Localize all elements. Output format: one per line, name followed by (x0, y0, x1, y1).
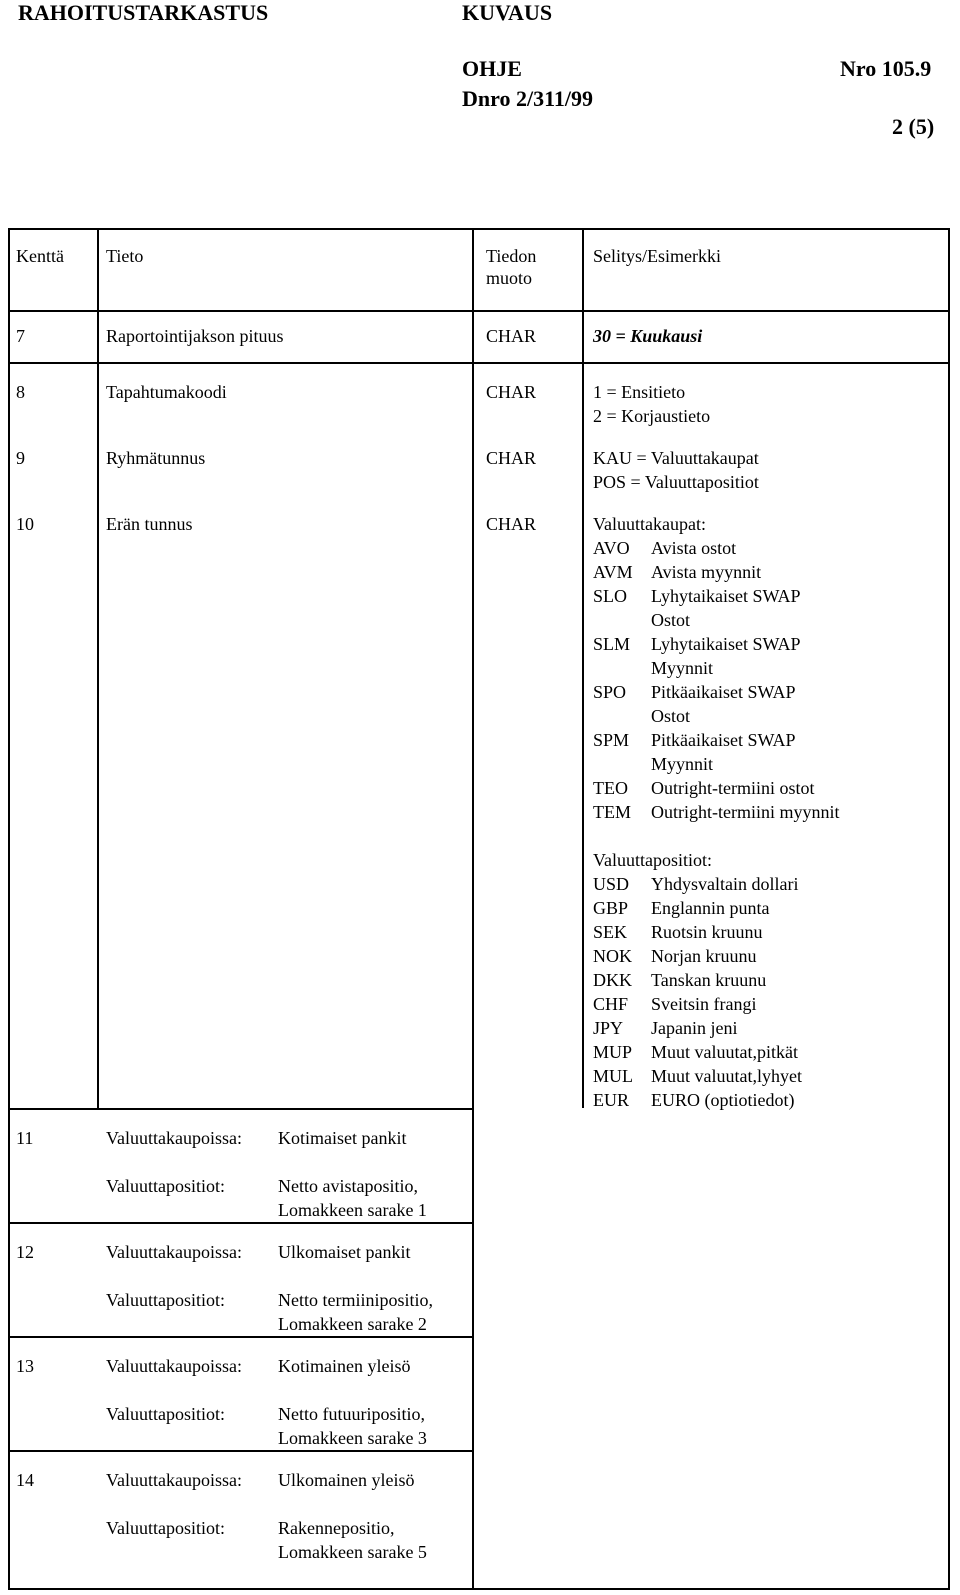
positiot-value-2: Lomakkeen sarake 3 (278, 1428, 427, 1448)
code-description: Muut valuutat,pitkät (651, 1042, 798, 1062)
row-divider-header (8, 310, 950, 312)
table-border-right (948, 228, 950, 1590)
row8-num: 8 (16, 382, 25, 402)
code-value: SPO (593, 682, 627, 702)
kaupat-value: Kotimainen yleisö (278, 1356, 411, 1376)
code-description: Norjan kruunu (651, 946, 757, 966)
code-value: DKK (593, 970, 632, 990)
kaupat-label: Valuuttakaupoissa: (106, 1470, 242, 1490)
code-list-item (593, 872, 798, 896)
code-description: Pitkäaikaiset SWAP (651, 682, 796, 702)
code-description: Tanskan kruunu (651, 970, 767, 990)
code-list-item (593, 728, 796, 752)
row7-muoto: CHAR (486, 326, 537, 346)
code-value: AVM (593, 562, 633, 582)
row-divider-12 (8, 1336, 474, 1338)
positiot-value-1: Netto termiinipositio, (278, 1290, 433, 1310)
code-value: GBP (593, 898, 629, 918)
code-list-item (593, 776, 815, 800)
row10-muoto: CHAR (486, 514, 537, 534)
positiot-value-2: Lomakkeen sarake 2 (278, 1314, 427, 1334)
kaupat-value: Ulkomaiset pankit (278, 1242, 411, 1262)
page-number: 2 (5) (892, 114, 935, 139)
code-value: TEM (593, 802, 631, 822)
kaupat-label: Valuuttakaupoissa: (106, 1356, 242, 1376)
row9-tieto: Ryhmätunnus (106, 448, 206, 468)
code-description: Lyhytaikaiset SWAP (651, 586, 801, 606)
code-value: MUP (593, 1042, 633, 1062)
positiot-label: Valuuttapositiot: (106, 1518, 225, 1538)
code-value: CHF (593, 994, 629, 1014)
code-list-item (593, 1016, 737, 1040)
row9-selitys-1: KAU = Valuuttakaupat (593, 448, 759, 468)
row-divider-13 (8, 1450, 474, 1452)
code-value: SPM (593, 730, 630, 750)
col-header-selitys: Selitys/Esimerkki (593, 246, 721, 266)
row8-selitys-1: 1 = Ensitieto (593, 382, 686, 402)
kaupat-value: Ulkomainen yleisö (278, 1470, 415, 1490)
code-list-item (593, 1040, 798, 1064)
code-list-item (593, 680, 796, 704)
doc-type: OHJE (462, 56, 522, 81)
code-list-item (593, 896, 769, 920)
code-description: Avista myynnit (651, 562, 762, 582)
row-num: 11 (16, 1128, 34, 1148)
data-table (8, 228, 960, 1590)
row7-selitys: 30 = Kuukausi (593, 326, 703, 346)
row-num: 14 (16, 1470, 34, 1490)
row-divider-7 (8, 362, 950, 364)
row-num: 12 (16, 1242, 34, 1262)
kaupat-value: Kotimaiset pankit (278, 1128, 407, 1148)
row-divider-10 (8, 1108, 474, 1110)
code-description: Avista ostot (651, 538, 737, 558)
kaupat-title: Valuuttakaupat: (593, 514, 706, 534)
row7-tieto: Raportointijakson pituus (106, 326, 284, 346)
code-list-item (593, 656, 713, 680)
code-description: EURO (optiotiedot) (651, 1090, 795, 1110)
row10-tieto: Erän tunnus (106, 514, 193, 534)
code-list-item (593, 944, 756, 968)
code-list-item (593, 632, 801, 656)
col-divider-1 (97, 228, 99, 1108)
code-value: USD (593, 874, 630, 894)
table-border-bottom (8, 1588, 950, 1590)
positiot-value-1: Netto futuuripositio, (278, 1404, 425, 1424)
col-header-muoto: muoto (486, 268, 533, 288)
positiot-value-1: Netto avistapositio, (278, 1176, 418, 1196)
code-list-item (593, 536, 736, 560)
positiot-label: Valuuttapositiot: (106, 1176, 225, 1196)
code-list-item (593, 992, 757, 1016)
code-value: JPY (593, 1018, 624, 1038)
code-list-item (593, 920, 763, 944)
code-value: SEK (593, 922, 628, 942)
table-border-left (8, 228, 10, 1590)
code-list-item (593, 752, 713, 776)
code-description: Outright-termiini myynnit (651, 802, 840, 822)
row7-num: 7 (16, 326, 25, 346)
kaupat-label: Valuuttakaupoissa: (106, 1242, 242, 1262)
section-name: KUVAUS (462, 0, 553, 25)
row9-selitys-2: POS = Valuuttapositiot (593, 472, 759, 492)
kaupat-label: Valuuttakaupoissa: (106, 1128, 242, 1148)
col-divider-2 (472, 228, 474, 1590)
code-value: EUR (593, 1090, 629, 1110)
code-list-item (593, 704, 690, 728)
code-description: Muut valuutat,lyhyet (651, 1066, 802, 1086)
code-description: Yhdysvaltain dollari (651, 874, 799, 894)
positiot-title: Valuuttapositiot: (593, 850, 712, 870)
code-description: Myynnit (651, 754, 714, 774)
row8-tieto: Tapahtumakoodi (106, 382, 227, 402)
table-border-top (8, 228, 950, 230)
code-list-item (593, 1088, 794, 1112)
code-description: Ostot (651, 706, 691, 726)
row9-num: 9 (16, 448, 25, 468)
code-description: Englannin punta (651, 898, 770, 918)
row9-muoto: CHAR (486, 448, 537, 468)
code-list-item (593, 968, 766, 992)
col-divider-3 (582, 228, 584, 1108)
code-value: TEO (593, 778, 628, 798)
positiot-value-2: Lomakkeen sarake 1 (278, 1200, 427, 1220)
dnro: Dnro 2/311/99 (462, 86, 594, 111)
code-description: Ostot (651, 610, 691, 630)
positiot-label: Valuuttapositiot: (106, 1404, 225, 1424)
code-description: Outright-termiini ostot (651, 778, 815, 798)
code-list-item (593, 1064, 802, 1088)
col-header-tiedon: Tiedon (486, 246, 537, 266)
code-description: Japanin jeni (651, 1018, 738, 1038)
row-num: 13 (16, 1356, 34, 1376)
row-divider-11 (8, 1222, 474, 1224)
positiot-value-2: Lomakkeen sarake 5 (278, 1542, 427, 1562)
code-value: SLO (593, 586, 628, 606)
code-description: Myynnit (651, 658, 714, 678)
positiot-label: Valuuttapositiot: (106, 1290, 225, 1310)
doc-number: Nro 105.9 (840, 56, 932, 81)
code-value: SLM (593, 634, 631, 654)
positiot-value-1: Rakennepositio, (278, 1518, 395, 1538)
code-list-item (593, 584, 801, 608)
col-header-kentta: Kenttä (16, 246, 64, 266)
code-value: NOK (593, 946, 632, 966)
row8-selitys-2: 2 = Korjaustieto (593, 406, 711, 426)
code-description: Lyhytaikaiset SWAP (651, 634, 801, 654)
code-list-item (593, 608, 690, 632)
code-description: Pitkäaikaiset SWAP (651, 730, 796, 750)
row8-muoto: CHAR (486, 382, 537, 402)
code-description: Sveitsin frangi (651, 994, 757, 1014)
code-value: MUL (593, 1066, 633, 1086)
code-value: AVO (593, 538, 630, 558)
row10-num: 10 (16, 514, 34, 534)
code-description: Ruotsin kruunu (651, 922, 763, 942)
org-name: RAHOITUSTARKASTUS (18, 0, 269, 25)
code-list-item (593, 560, 761, 584)
col-header-tieto: Tieto (106, 246, 144, 266)
code-list-item (593, 800, 839, 824)
